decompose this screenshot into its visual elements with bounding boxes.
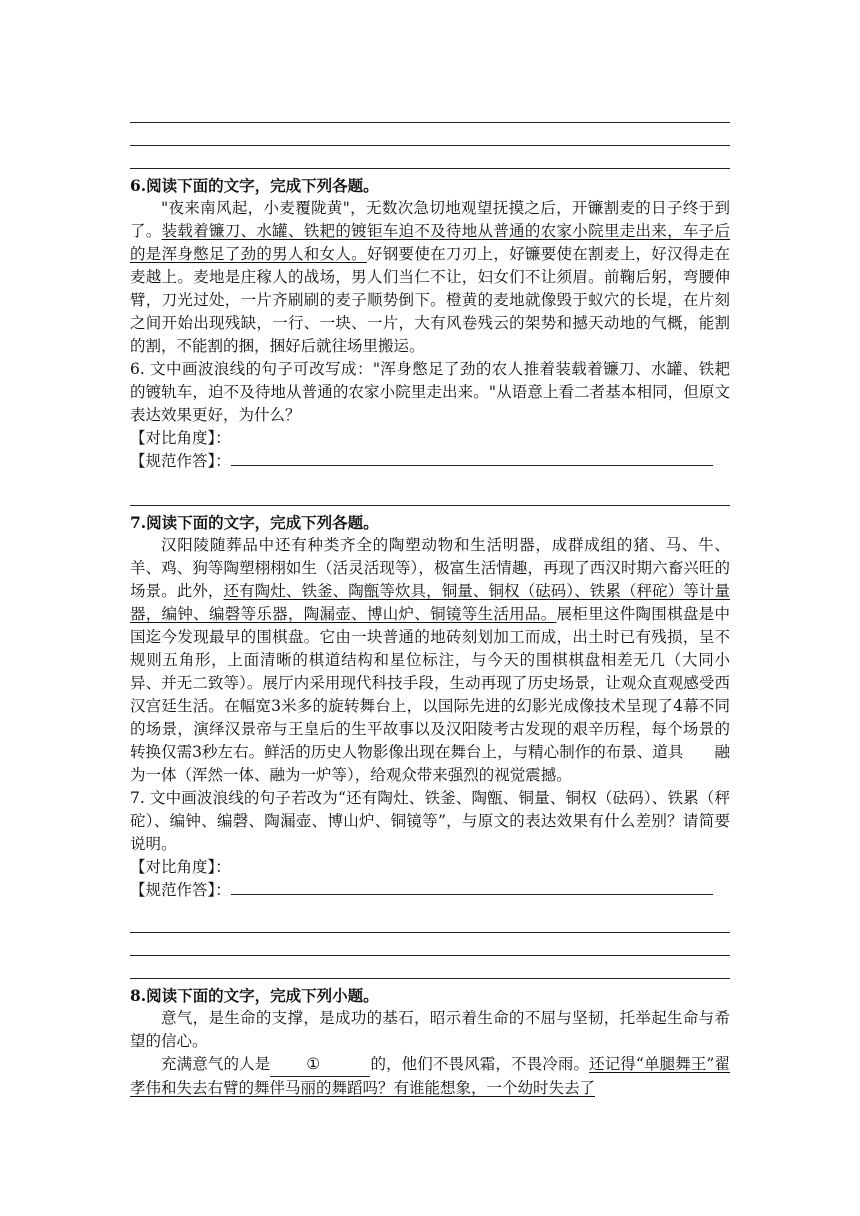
passage-text: "夜来南风起，小麦覆陇黄"，无数次急切地观望抚摸之后，开镰割麦的日子终于到了。 [130, 199, 730, 240]
passage-text: 好钢要使在刀刃上，好镰要使在割麦上，好汉得走在麦越上。麦地是庄稼人的战场，男人们当仁不让，妇女们不让须眉。前鞠后躬，弯腰伸臂，刀光过处，一片齐刷刷的麦子顺势倒下。橙黄的麦地就像毁于蚁穴的长堤，在片刻之间开始出现残缺，一行、一块、一片，大有风卷残云的架势和撼天动地的气概，能割的割，不能割的捆，捆好后就往场里搬运。 [130, 245, 730, 355]
answer-field[interactable] [231, 880, 713, 895]
label-compare-angle: 【对比角度】： [130, 858, 231, 876]
passage-text: 的，他们不畏风霜，不畏冷雨。 [370, 1055, 590, 1073]
label-compare-angle: 【对比角度】： [130, 429, 231, 447]
wavy-underlined-sentence: 装载着镰刀、水罐、铁耙的镀钜车迫不及待地从普通的农家小院里走出来，车子后的是浑身憋足了劲的男人和女人。 [130, 222, 730, 263]
question-6-title: 6.阅读下面的文字，完成下列各题。 [130, 176, 379, 195]
passage-text: 充满意气的人是 [161, 1055, 271, 1073]
answer-line [130, 145, 730, 146]
question-6-prompt: 6. 文中画波浪线的句子可改写成："浑身憋足了劲的农人推着装载着镰刀、水罐、铁耙的镀轨车，迫不及待地从普通的农家小院里走出来。"从语意上看二者基本相同，但原文表达效果更好，为什么？ [130, 360, 730, 424]
answer-line [130, 932, 730, 933]
answer-line [130, 955, 730, 956]
question-7-prompt: 7. 文中画波浪线的句子若改为“还有陶灶、铁釜、陶甑、铜量、铜权（砝码）、铁累（秤砣）、编钟、编磬、陶漏壶、博山炉、铜镜等”，与原文的表达效果有什么差别？请简要说明。 [130, 789, 730, 853]
question-8 [130, 984, 730, 1100]
label-standard-answer [130, 879, 730, 902]
question-7-passage [130, 534, 730, 787]
answer-line [130, 122, 730, 123]
question-7 [130, 511, 730, 902]
question-6 [130, 174, 730, 473]
passage-text: 展柜里这件陶围棋盘是中国迄今发现最早的围棋盘。它由一块普通的地砖刻划加工而成，出土时已有残损，呈不规则五角形，上面清晰的棋道结构和星位标注，与今天的围棋棋盘相差无几（大同小异、并无二致等）。展厅内采用现代科技手段，生动再现了历史场景，让观众直观感受西汉宫廷生活。在幅宽3米多的旋转舞台上，以国际先进的幻影光成像技术呈现了4幕不同的场景，演绎汉景帝与王皇后的生平故事以及汉阳陵考古发现的艰辛历程，每个场景的转换仅需3秒左右。鲜活的历史人物影像出现在舞台上，与精心制作的布景、道具 融为一体（浑然一体、融为一炉等），给观众带来强烈的视觉震撼。 [130, 605, 730, 784]
label-standard-answer [130, 450, 730, 473]
answer-line [130, 978, 730, 979]
blank-number: ① [306, 1055, 321, 1073]
question-8-paragraph-2 [130, 1053, 730, 1100]
question-6-passage [130, 197, 730, 358]
wavy-underlined-sentence: 还有陶灶、铁釜、陶甑等炊具，铜量、铜权（砝码）、铁累（秤砣）等计量器，编钟、编磬等乐器，陶漏壶、博山炉、铜镜等生活用品。 [130, 582, 730, 623]
answer-field[interactable] [231, 451, 713, 466]
question-8-paragraph-1: 意气，是生命的支撑，是成功的基石，昭示着生命的不屈与坚韧，托举起生命与希望的信心。 [130, 1009, 730, 1050]
label-text: 【规范作答】： [130, 881, 231, 899]
question-7-title: 7.阅读下面的文字，完成下列各题。 [130, 513, 379, 532]
fill-blank-1[interactable] [270, 1053, 370, 1077]
label-text: 【规范作答】： [130, 452, 231, 470]
answer-line [130, 168, 730, 169]
passage-text: 汉阳陵随葬品中还有种类齐全的陶塑动物和生活明器，成群成组的猪、马、牛、羊、鸡、狗等陶塑栩栩如生（活灵活现等），极富生活情趣，再现了西汉时期六畜兴旺的场景。此外， [130, 536, 730, 600]
answer-line [130, 505, 730, 506]
underlined-sentence: 还记得“单腿舞王”翟孝伟和失去右臂的舞伴马丽的舞蹈吗？有谁能想象，一个幼时失去了 [130, 1055, 730, 1097]
question-8-title: 8.阅读下面的文字，完成下列小题。 [130, 986, 379, 1005]
